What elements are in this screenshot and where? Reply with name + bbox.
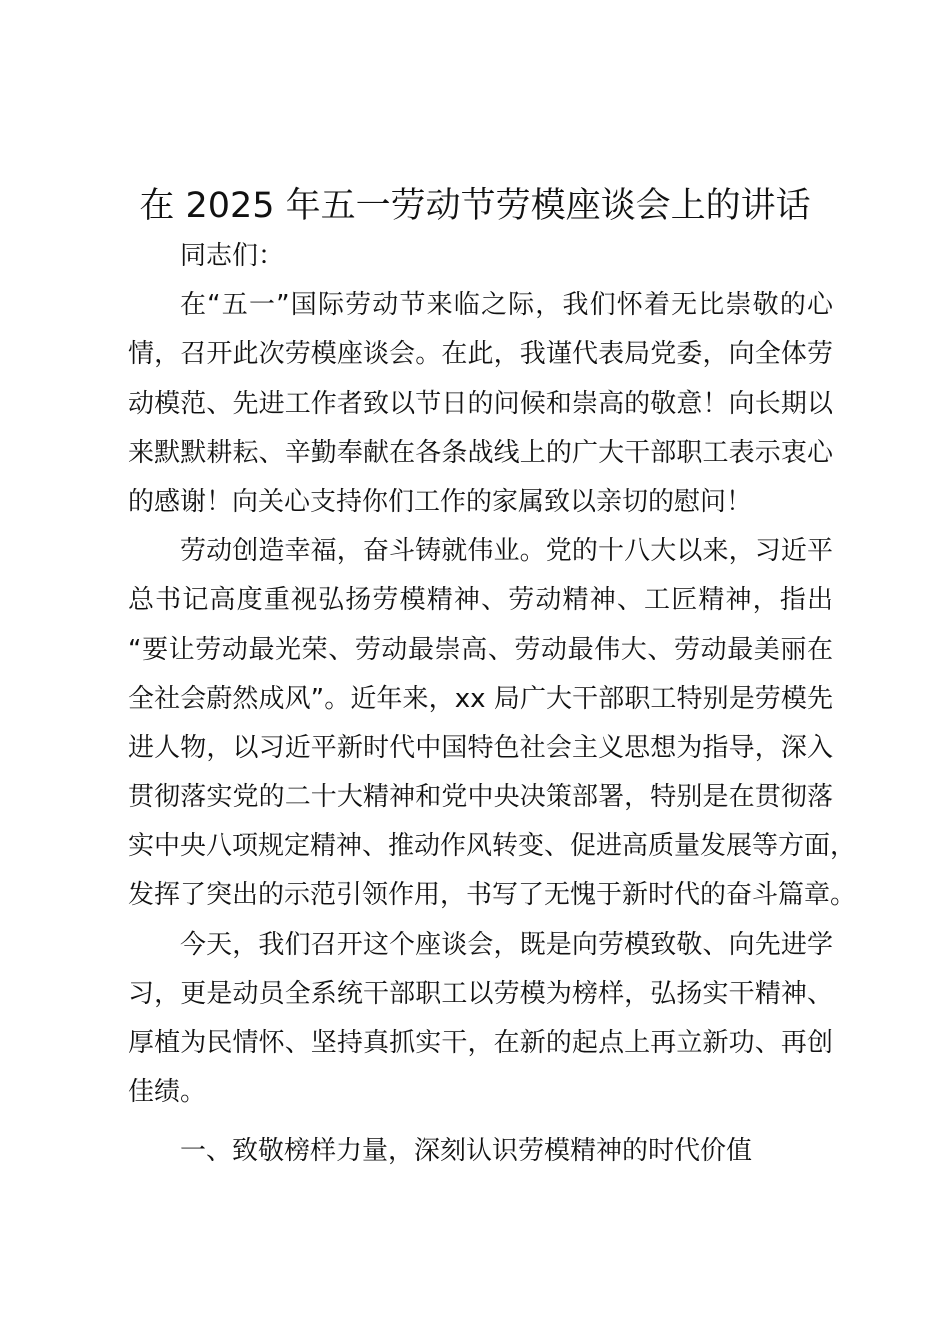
paragraph-line: 贯彻落实党的二十大精神和党中央决策部署，特别是在贯彻落 bbox=[128, 782, 833, 813]
paragraph-line: “要让劳动最光荣、劳动最崇高、劳动最伟大、劳动最美丽在 bbox=[128, 634, 833, 665]
paragraph-line: 在“五一”国际劳动节来临之际，我们怀着无比崇敬的心 bbox=[180, 290, 833, 321]
paragraph-line: 动模范、先进工作者致以节日的问候和崇高的敬意！向长期以 bbox=[128, 388, 833, 419]
paragraph-1 bbox=[128, 281, 833, 527]
document-body bbox=[128, 232, 857, 1117]
paragraph-line: 发挥了突出的示范引领作用，书写了无愧于新时代的奋斗篇章。 bbox=[128, 880, 857, 911]
paragraph-2 bbox=[128, 527, 857, 921]
document-title: 在 2025 年五一劳动节劳模座谈会上的讲话 bbox=[139, 186, 811, 226]
paragraph-line: 来默默耕耘、辛勤奉献在各条战线上的广大干部职工表示衷心 bbox=[128, 437, 833, 468]
paragraph-line: 进人物，以习近平新时代中国特色社会主义思想为指导，深入 bbox=[128, 732, 833, 763]
salutation: 同志们： bbox=[180, 241, 285, 271]
paragraph-line: 佳绩。 bbox=[128, 1077, 207, 1108]
section-heading: 一、致敬榜样力量，深刻认识劳模精神的时代价值 bbox=[180, 1136, 753, 1166]
paragraph-line: 习，更是动员全系统干部职工以劳模为榜样，弘扬实干精神、 bbox=[128, 978, 833, 1009]
paragraph-line: 总书记高度重视弘扬劳模精神、劳动精神、工匠精神，指出 bbox=[128, 585, 833, 616]
paragraph-line: 的感谢！向关心支持你们工作的家属致以亲切的慰问！ bbox=[128, 486, 753, 517]
paragraph-line: 厚植为民情怀、坚持真抓实干，在新的起点上再立新功、再创 bbox=[128, 1028, 833, 1058]
paragraph-3 bbox=[128, 921, 833, 1118]
paragraph-line: 今天，我们召开这个座谈会，既是向劳模致敬、向先进学 bbox=[180, 929, 833, 960]
paragraph-line: 全社会蔚然成风”。近年来，xx 局广大干部职工特别是劳模先 bbox=[128, 683, 833, 714]
paragraph-line: 情，召开此次劳模座谈会。在此，我谨代表局党委，向全体劳 bbox=[128, 339, 833, 370]
paragraph-line: 实中央八项规定精神、推动作风转变、促进高质量发展等方面， bbox=[128, 831, 857, 862]
paragraph-line: 劳动创造幸福，奋斗铸就伟业。党的十八大以来，习近平 bbox=[180, 536, 833, 567]
